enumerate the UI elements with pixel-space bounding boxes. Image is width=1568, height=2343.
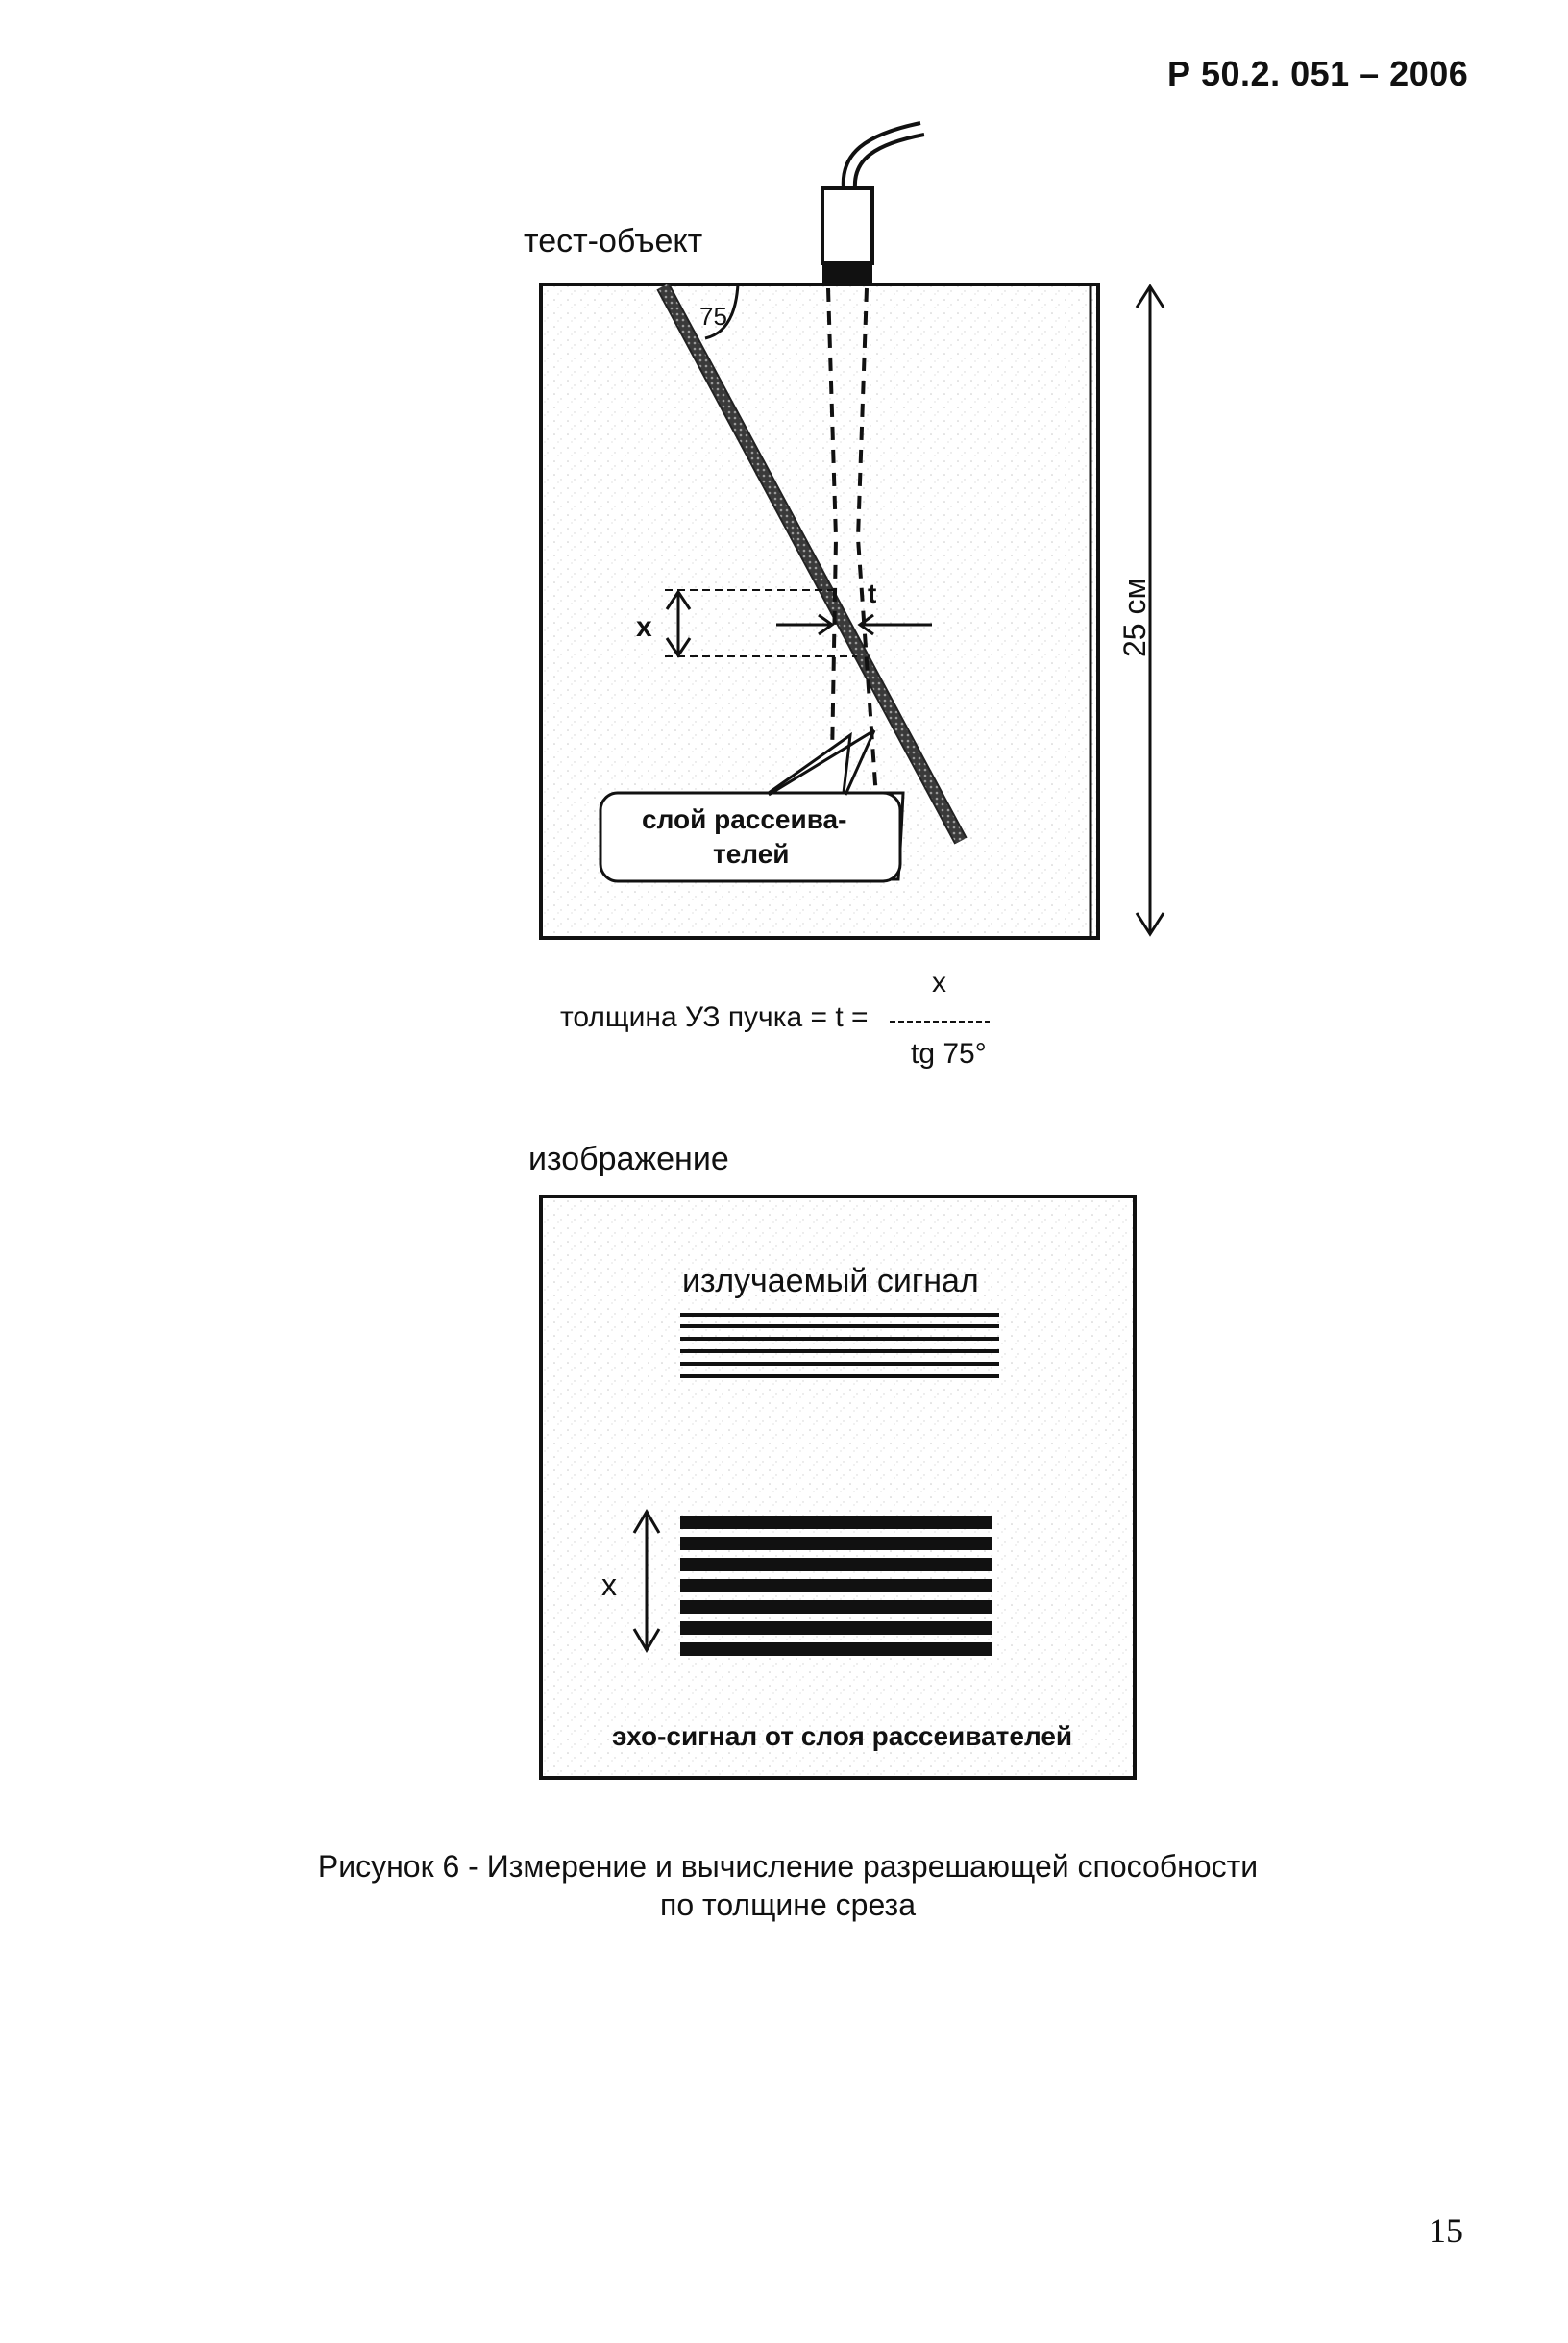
caption-line2: по толщине среза [660,1887,916,1922]
document-code: Р 50.2. 051 – 2006 [1167,54,1469,93]
transducer [822,188,872,263]
formula-lhs: толщина УЗ пучка = t = [560,1001,869,1033]
page-number: 15 [1429,2211,1463,2250]
figure-caption [259,1847,1316,1924]
t-label: t [868,579,877,608]
image-label: изображение [528,1141,729,1177]
depth-label: 25 см [1117,578,1152,657]
angle-label: 75 [699,302,727,331]
formula-numerator: x [932,967,946,999]
test-object-label: тест-объект [524,223,703,259]
callout-line2: телей [713,839,790,869]
caption-line1: Рисунок 6 - Измерение и вычисление разрешающей способности [317,1849,1259,1884]
x-label-bottom: x [601,1567,617,1602]
transducer-face [822,263,872,284]
emitted-signal-label: излучаемый сигнал [682,1263,979,1299]
formula-denominator: tg 75° [911,1038,987,1070]
callout-line1: слой рассеива- [642,804,847,834]
x-label-top: x [636,611,652,643]
echo-signal-label: эхо-сигнал от слоя рассеивателей [612,1721,1073,1751]
